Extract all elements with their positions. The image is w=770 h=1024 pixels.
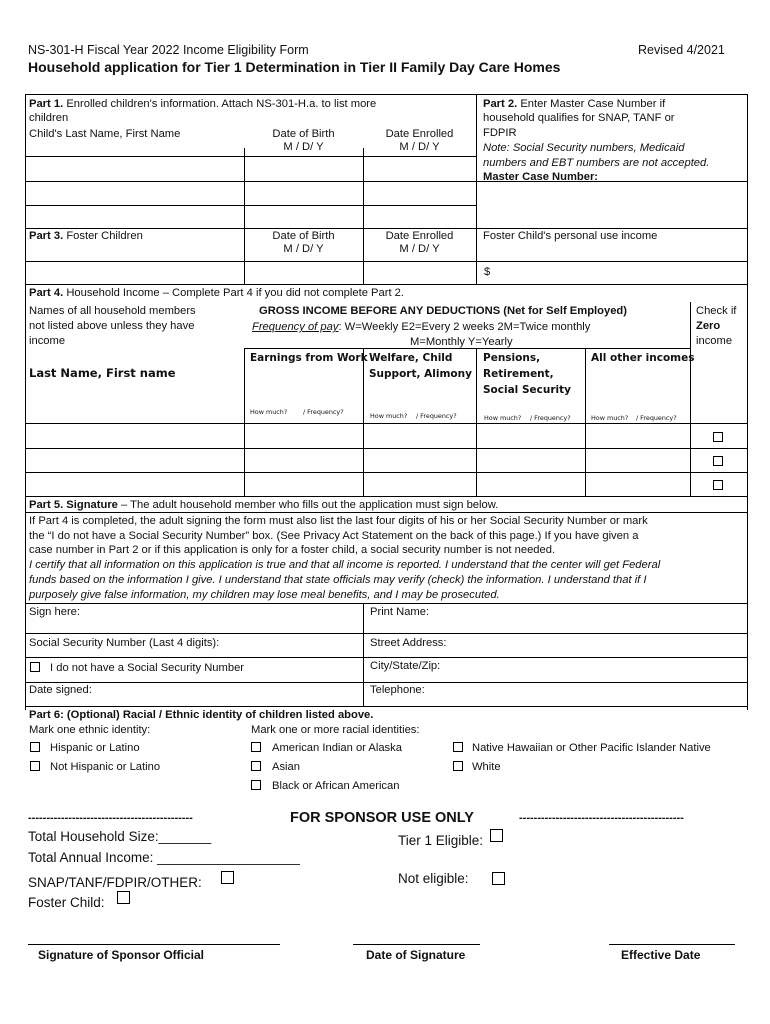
- part2-note1: Note: Social Security numbers, Medicaid: [483, 142, 685, 154]
- no-ssn-label: I do not have a Social Security Number: [50, 662, 245, 674]
- names-label-2: not listed above unless they have: [29, 320, 195, 332]
- col-enrolled: Date Enrolled M / D/ Y: [385, 128, 454, 154]
- annual-income-label: Total Annual Income: ___________________: [28, 850, 300, 865]
- part5-heading: Part 5. Signature – The adult household member who fills out the application must sign below.: [29, 499, 499, 511]
- col-pensions-2: Retirement,: [483, 368, 554, 380]
- racial-label: Mark one or more racial identities:: [251, 724, 420, 736]
- not-eligible-checkbox[interactable]: [492, 872, 505, 885]
- names-label-3: income: [29, 335, 66, 347]
- part1-text-cont: children: [29, 112, 69, 124]
- snap-label: SNAP/TANF/FDPIR/OTHER:: [28, 875, 202, 890]
- pacific-islander-label: Native Hawaiian or Other Pacific Islander Native: [472, 742, 711, 754]
- part5-para-1: If Part 4 is completed, the adult signing the form must also list the last four digits of his or her Social Security Number or mark: [29, 515, 648, 527]
- white-label: White: [472, 761, 501, 773]
- telephone-label: Telephone:: [370, 684, 425, 696]
- check-zero-2: Zero: [696, 320, 721, 332]
- part3-text: Part 3. Foster Children: [29, 230, 143, 242]
- not-eligible-label: Not eligible:: [398, 871, 469, 886]
- certify-3: purposely give false information, my children may lose meal benefits, and I may be prosecuted.: [29, 589, 500, 601]
- child1-enrolled-field[interactable]: [364, 157, 476, 181]
- col-pensions-3: Social Security: [483, 384, 571, 396]
- not-hispanic-label: Not Hispanic or Latino: [50, 761, 161, 773]
- zero-income-checkbox-3[interactable]: [713, 480, 723, 490]
- part3-col-dob: Date of Birth M / D/ Y: [272, 230, 335, 256]
- sponsor-date-field[interactable]: [353, 920, 480, 944]
- foster-enrolled-field[interactable]: [364, 262, 476, 284]
- frequency-line1: Frequency of pay: W=Weekly E2=Every 2 weeks 2M=Twice monthly: [252, 321, 591, 333]
- work-how-much: How much?: [250, 408, 288, 416]
- print-name-field[interactable]: [440, 604, 746, 632]
- foster-child-label: Foster Child:: [28, 895, 105, 910]
- child1-dob-field[interactable]: [245, 157, 363, 181]
- signature-field[interactable]: [90, 604, 362, 632]
- other-how-much: How much?: [591, 414, 629, 422]
- effective-date-label: Effective Date: [621, 948, 701, 962]
- pacific-islander-checkbox[interactable]: [453, 742, 463, 752]
- col-earnings-work: Earnings from Work: [250, 352, 368, 364]
- pensions-frequency: / Frequency?: [530, 414, 571, 422]
- check-zero-1: Check if: [696, 305, 737, 317]
- welfare-frequency: / Frequency?: [416, 412, 457, 420]
- pensions-how-much: How much?: [484, 414, 522, 422]
- foster-income-label: Foster Child's personal use income: [483, 230, 658, 242]
- part4-text: Part 4. Household Income – Complete Part 4 if you did not complete Part 2.: [29, 287, 404, 299]
- part6-heading: Part 6: (Optional) Racial / Ethnic identity of children listed above.: [29, 709, 374, 721]
- child2-enrolled-field[interactable]: [364, 182, 476, 205]
- part2-line2: household qualifies for SNAP, TANF or: [483, 112, 675, 124]
- certify-2: funds based on the information I give. I understand that state officials may verify (check) the information. I understand that if I: [29, 574, 647, 586]
- child3-name-field[interactable]: [26, 206, 244, 228]
- city-field[interactable]: [452, 658, 746, 681]
- frequency-line2: M=Monthly Y=Yearly: [410, 336, 513, 348]
- sponsor-signature-field[interactable]: [28, 920, 280, 944]
- household-size-label: Total Household Size:_______: [28, 829, 212, 844]
- gross-income-heading: GROSS INCOME BEFORE ANY DEDUCTIONS (Net for Self Employed): [259, 305, 627, 317]
- col-child-name: Child's Last Name, First Name: [29, 128, 181, 140]
- date-signed-field[interactable]: [105, 683, 362, 705]
- child2-name-field[interactable]: [26, 182, 244, 205]
- sponsor-title: FOR SPONSOR USE ONLY: [290, 810, 474, 826]
- foster-child-checkbox[interactable]: [117, 891, 130, 904]
- check-zero-3: income: [696, 335, 733, 347]
- names-label-1: Names of all household members: [29, 305, 196, 317]
- american-indian-label: American Indian or Alaska: [272, 742, 402, 754]
- col-welfare-1: Welfare, Child: [369, 352, 453, 364]
- not-hispanic-checkbox[interactable]: [30, 761, 40, 771]
- tier1-checkbox[interactable]: [490, 829, 503, 842]
- col-pensions-1: Pensions,: [483, 352, 541, 364]
- part2-line3: FDPIR: [483, 127, 517, 139]
- no-ssn-checkbox[interactable]: [30, 662, 40, 672]
- ssn-label: Social Security Number (Last 4 digits):: [29, 637, 220, 649]
- col-last-first-name: Last Name, First name: [29, 366, 176, 380]
- part2-text: Part 2. Enter Master Case Number if: [483, 98, 666, 110]
- street-label: Street Address:: [370, 637, 447, 649]
- black-checkbox[interactable]: [251, 780, 261, 790]
- effective-date-field[interactable]: [609, 920, 735, 944]
- certify-1: I certify that all information on this application is true and that all income is reported. I understand that the center will get Federal: [29, 559, 661, 571]
- revised-date: Revised 4/2021: [638, 43, 725, 57]
- city-label: City/State/Zip:: [370, 660, 441, 672]
- hispanic-label: Hispanic or Latino: [50, 742, 140, 754]
- part1-text: Part 1. Enrolled children's information. Attach NS-301-H.a. to list more: [29, 98, 377, 110]
- page-title: Household application for Tier 1 Determination in Tier II Family Day Care Homes: [28, 59, 561, 75]
- sponsor-dashes-left: ---------------------------------------------: [28, 812, 193, 824]
- tier1-label: Tier 1 Eligible:: [398, 833, 484, 848]
- street-field[interactable]: [460, 634, 746, 656]
- part3-col-enrolled: Date Enrolled M / D/ Y: [385, 230, 454, 256]
- snap-checkbox[interactable]: [221, 871, 234, 884]
- asian-label: Asian: [272, 761, 300, 773]
- zero-income-checkbox-1[interactable]: [713, 432, 723, 442]
- foster-income-dollar: $: [484, 266, 491, 278]
- member3-name-field[interactable]: [26, 473, 244, 496]
- part2-note2: numbers and EBT numbers are not accepted.: [483, 157, 710, 169]
- form-id: NS-301-H Fiscal Year 2022 Income Eligibility Form: [28, 43, 309, 57]
- print-name-label: Print Name:: [370, 606, 430, 618]
- part5-para-3: case number in Part 2 or if this application is only for a foster child, a social security number is not needed.: [29, 544, 556, 556]
- part5-para-2: the “I do not have a Social Security Number” box. (See Privacy Act Statement on the back of this page.) If you have given a: [29, 530, 639, 542]
- other-frequency: / Frequency?: [636, 414, 677, 422]
- ssn-field[interactable]: [245, 634, 362, 656]
- child1-name-field[interactable]: [26, 157, 244, 181]
- sponsor-dashes-right: ---------------------------------------------: [519, 812, 684, 824]
- zero-income-checkbox-2[interactable]: [713, 456, 723, 466]
- american-indian-checkbox[interactable]: [251, 742, 261, 752]
- black-label: Black or African American: [272, 780, 400, 792]
- foster-dob-field[interactable]: [245, 262, 363, 284]
- child3-dob-field[interactable]: [245, 206, 363, 228]
- sign-here-label: Sign here:: [29, 606, 80, 618]
- ethnic-label: Mark one ethnic identity:: [29, 724, 151, 736]
- foster-name-field[interactable]: [26, 262, 244, 284]
- sponsor-signature-label: Signature of Sponsor Official: [38, 948, 205, 962]
- sponsor-date-label: Date of Signature: [366, 948, 466, 962]
- telephone-field[interactable]: [435, 683, 746, 705]
- child3-enrolled-field[interactable]: [364, 206, 476, 228]
- foster-income-field[interactable]: [495, 262, 747, 284]
- date-signed-label: Date signed:: [29, 684, 92, 696]
- col-welfare-2: Support, Alimony: [369, 368, 472, 380]
- asian-checkbox[interactable]: [251, 761, 261, 771]
- member1-name-field[interactable]: [26, 424, 244, 448]
- work-frequency: / Frequency?: [303, 408, 344, 416]
- hispanic-checkbox[interactable]: [30, 742, 40, 752]
- child2-dob-field[interactable]: [245, 182, 363, 205]
- white-checkbox[interactable]: [453, 761, 463, 771]
- welfare-how-much: How much?: [370, 412, 408, 420]
- member2-name-field[interactable]: [26, 449, 244, 472]
- master-case-field[interactable]: [477, 182, 747, 228]
- master-case-label: Master Case Number:: [483, 171, 599, 183]
- col-other-incomes: All other incomes: [591, 352, 695, 364]
- col-dob: Date of Birth M / D/ Y: [272, 128, 335, 154]
